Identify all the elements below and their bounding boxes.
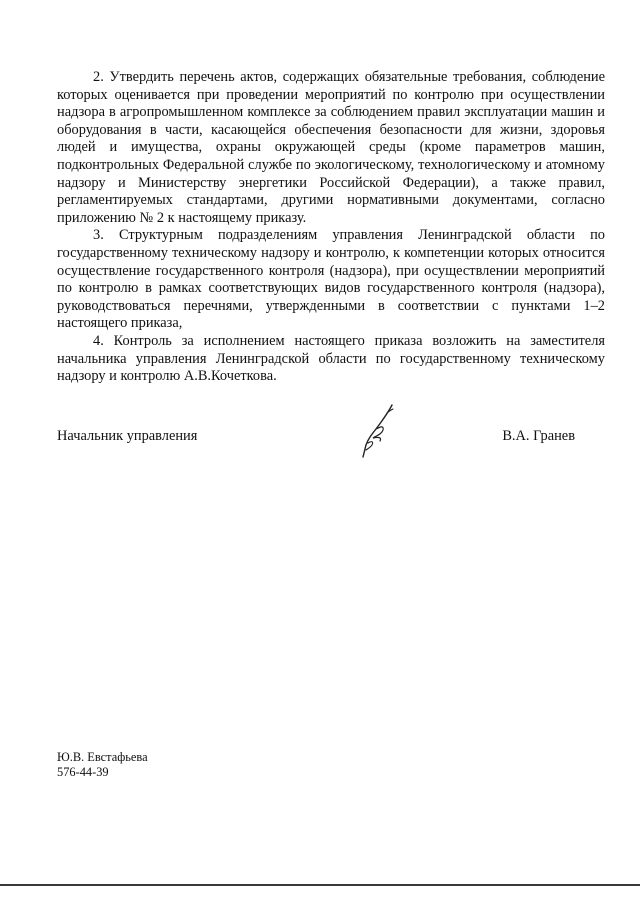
handwritten-signature [354,403,404,459]
document-body [57,69,605,386]
paragraph-4: 4. Контроль за исполнением настоящего приказа возложить на заместителя начальника управления Ленинградской области по государственному техническому надзору и контролю А.В.Кочеткова. [57,332,605,385]
signatory-title: Начальник управления [57,428,198,444]
executor-phone: 576-44-39 [57,764,109,779]
executor-info [57,750,148,779]
scan-bottom-edge [0,884,640,886]
paragraph-2: 2. Утвердить перечень актов, содержащих обязательные требования, соблюдение которых оценивается при проведении мероприятий по контролю при осуществлении надзора в агропромышленном комплексе за соблюдением правил эксплуатации машин и оборудования в части, касающейся обеспечения безопасности для жизни, здоровья людей и имущества, охраны окружающей среды (кроме параметров машин, подконтрольных Федеральной службе по экологическому, технологическому и атомному надзору и Министерству энергетики Российской Федерации), а также правил, регламентируемых стандартами, другими нормативными документами, согласно приложению № 2 к настоящему приказу. [57,69,605,226]
paragraph-3: 3. Структурным подразделениям управления Ленинградской области по государственному техническому надзору и контролю, к компетенции которых относится осуществление государственного контроля (надзора), при осуществлении мероприятий по контролю в рамках соответствующих видов государственного контроля (надзора), руководствоваться перечнями, утвержденными в соответствии с пунктами 1–2 настоящего приказа, [57,227,605,332]
signatory-name: В.А. Гранев [502,428,575,444]
signature-block [57,428,605,448]
executor-name: Ю.В. Евстафьева [57,750,148,764]
